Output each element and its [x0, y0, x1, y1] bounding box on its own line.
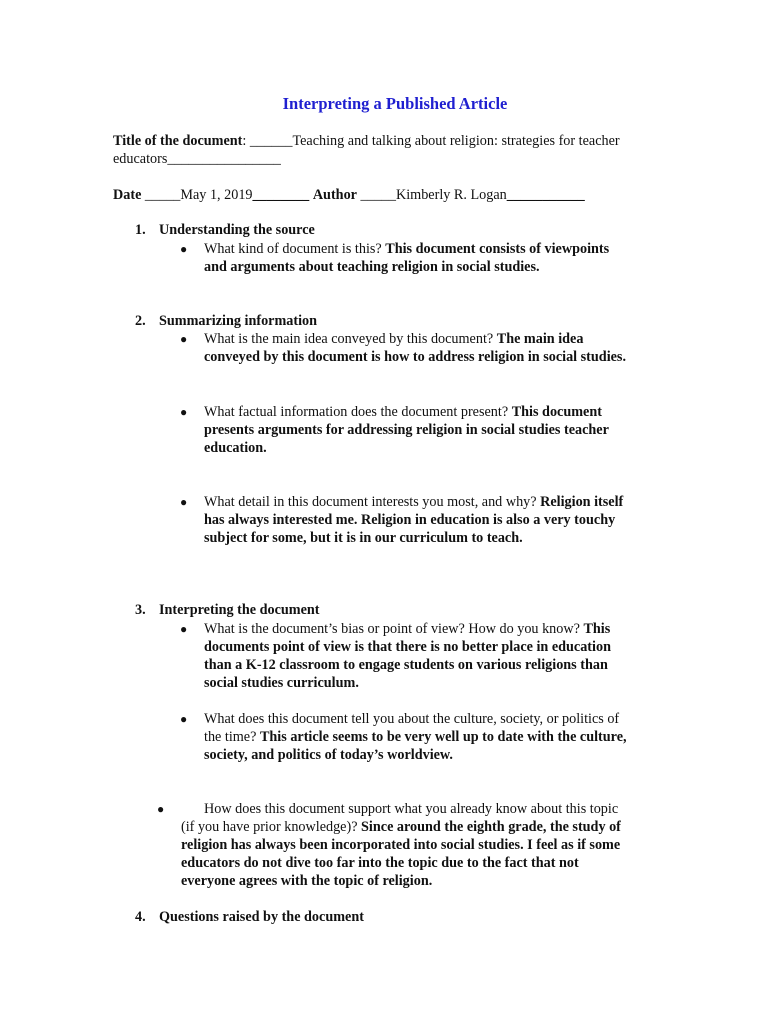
- bullet-answer-cont: and arguments about teaching religion in social studies.: [204, 259, 540, 275]
- author-value: Kimberly R. Logan: [395, 187, 507, 203]
- section-heading: [135, 312, 317, 330]
- bullet-question: What does this document tell you about the culture, society, or politics of: [204, 711, 620, 727]
- bullet-item: [204, 620, 674, 692]
- section-heading: [135, 601, 320, 619]
- page-title: Interpreting a Published Article: [282, 94, 508, 113]
- author-tail: ___________: [506, 187, 585, 203]
- section-title: Interpreting the document: [159, 602, 320, 618]
- bullet-answer: The main idea: [496, 331, 584, 347]
- bullet-icon: ●: [180, 712, 188, 726]
- date-tail: ________: [252, 187, 310, 203]
- section-number: 1.: [135, 222, 146, 238]
- bullet-answer-cont: everyone agrees with the topic of religion.: [181, 873, 433, 889]
- bullet-icon: ●: [180, 242, 188, 256]
- bullet-answer-cont: education.: [204, 440, 267, 456]
- bullet-question-cont: (if you have prior knowledge)?: [181, 819, 358, 835]
- bullet-question: What kind of document is this?: [204, 241, 382, 257]
- document-title-line: [113, 132, 620, 150]
- bullet-answer-cont: documents point of view is that there is no better place in education: [204, 639, 611, 655]
- bullet-question-cont: the time?: [204, 729, 257, 745]
- author-blank: _____: [360, 187, 396, 203]
- bullet-icon: ●: [157, 802, 165, 816]
- bullet-answer-cont: conveyed by this document is how to address religion in social studies.: [204, 349, 626, 365]
- document-title-value: Teaching and talking about religion: strategies for teacher: [292, 133, 620, 149]
- section-number: 3.: [135, 602, 146, 618]
- author-label: Author: [312, 187, 357, 203]
- bullet-answer-cont: educators do not dive too far into the topic due to the fact that not: [181, 855, 579, 871]
- bullet-answer-cont: society, and politics of today’s worldview.: [204, 747, 453, 763]
- bullet-answer-cont: subject for some, but it is in our curriculum to teach.: [204, 530, 523, 546]
- bullet-question: What factual information does the document present?: [204, 404, 509, 420]
- date-value: May 1, 2019: [180, 187, 253, 203]
- date-label: Date: [113, 187, 142, 203]
- bullet-answer: Since around the eighth grade, the study of: [361, 819, 621, 835]
- bullet-answer: This document: [511, 404, 602, 420]
- document-title-blank: ______: [249, 133, 293, 149]
- bullet-answer-cont: has always interested me. Religion in education is also a very touchy: [204, 512, 616, 528]
- bullet-item: [204, 493, 674, 547]
- bullet-icon: ●: [180, 622, 188, 636]
- bullet-icon: ●: [180, 405, 188, 419]
- bullet-item: [204, 403, 674, 457]
- bullet-answer-cont: than a K-12 classroom to engage students on various religions than: [204, 657, 608, 673]
- bullet-item: [181, 800, 671, 890]
- date-author-line: [113, 186, 585, 204]
- bullet-answer: Religion itself: [540, 494, 624, 510]
- section-title: Summarizing information: [159, 313, 318, 329]
- document-title-colon: :: [242, 133, 250, 149]
- bullet-answer-cont: social studies curriculum.: [204, 675, 359, 691]
- bullet-question: What is the main idea conveyed by this document?: [204, 331, 494, 347]
- bullet-question: What detail in this document interests you most, and why?: [204, 494, 537, 510]
- section-heading: [135, 221, 315, 239]
- bullet-question: How does this document support what you already know about this topic: [204, 801, 619, 817]
- bullet-item: [204, 240, 674, 276]
- document-title-line-2: [113, 150, 281, 168]
- bullet-question: What is the document’s bias or point of view? How do you know?: [204, 621, 580, 637]
- bullet-answer: This article seems to be very well up to date with the culture,: [259, 729, 627, 745]
- date-blank: _____: [144, 187, 181, 203]
- section-title: Understanding the source: [159, 222, 315, 238]
- section-number: 4.: [135, 909, 146, 925]
- bullet-icon: ●: [180, 495, 188, 509]
- document-title-tail: ________________: [167, 151, 281, 167]
- bullet-item: [204, 710, 674, 764]
- document-title-label: Title of the document: [113, 133, 243, 149]
- document-title-value-cont: educators: [113, 151, 168, 167]
- section-heading: [135, 908, 364, 926]
- bullet-item: [204, 330, 674, 366]
- bullet-answer-cont: presents arguments for addressing religion in social studies teacher: [204, 422, 609, 438]
- bullet-answer-cont: religion has always been incorporated into social studies. I feel as if some: [181, 837, 621, 853]
- bullet-answer: This document consists of viewpoints: [385, 241, 610, 257]
- bullet-answer: This: [583, 621, 611, 637]
- bullet-icon: ●: [180, 332, 188, 346]
- section-title: Questions raised by the document: [159, 909, 364, 925]
- section-number: 2.: [135, 313, 146, 329]
